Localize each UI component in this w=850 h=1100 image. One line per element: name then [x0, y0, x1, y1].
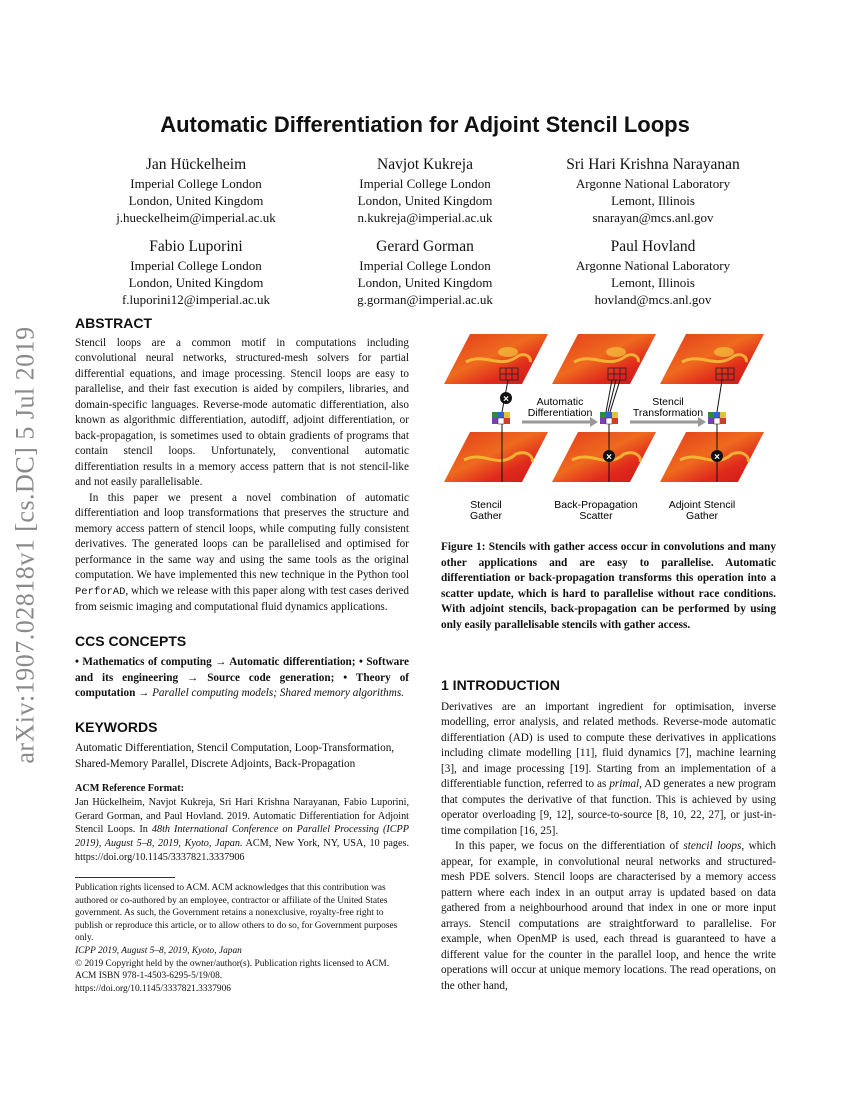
intro-stencil-loops: stencil loops [683, 840, 742, 852]
heatmap-top-2 [552, 334, 656, 384]
copyright-line: © 2019 Copyright held by the owner/author(s). Publication rights licensed to ACM. [75, 958, 390, 969]
author-location: London, United Kingdom [128, 275, 264, 290]
footnote-rule [75, 877, 175, 878]
author-location: Lemont, Illinois [611, 275, 695, 290]
author-affiliation: Imperial College London [130, 258, 262, 273]
reference-text: Jan Hückelheim, Navjot Kukreja, Sri Hari Krishna Narayanan, Fabio Luporini, Gerard Gorman, and Paul Hovland. 2019. Automatic Differentiation for Adjoint Stencil Loops. In [75, 796, 409, 836]
author-location: Lemont, Illinois [611, 193, 695, 208]
heatmap-top-1 [444, 334, 548, 384]
conf-text: ICPP 2019, August 5–8, 2019, Kyoto, Japan [75, 945, 242, 956]
ccs-term: ; • Theory of computation → [75, 671, 410, 699]
author-name: Sri Hari Krishna Narayanan [566, 156, 740, 173]
arxiv-stamp [6, 310, 46, 780]
author-location: London, United Kingdom [357, 275, 493, 290]
left-column [75, 316, 409, 865]
mid-grid-1 [492, 412, 510, 424]
author-block [76, 154, 316, 226]
reference-heading: ACM Reference Format: [75, 783, 184, 794]
figure-caption: Figure 1: Stencils with gather access occur in convolutions and many other applications and are easy to parallelise. Automatic differentiation or back-propagation transforms this operation into a scatter update, which is hard to parallelise without race conditions. With adjoint stencils, back-propagation can be performed by using only easily parallelisable stencils with gather access. [441, 541, 776, 631]
author-block [533, 236, 773, 308]
ccs-heading: CCS CONCEPTS [75, 632, 187, 649]
footnote [75, 882, 409, 995]
caption-adjoint-gather: Gather [685, 510, 719, 522]
author-location: London, United Kingdom [128, 193, 264, 208]
heatmap-top-3 [660, 334, 764, 384]
acm-reference [75, 782, 409, 865]
intro-primal: primal [609, 778, 640, 790]
author-name: Fabio Luporini [149, 238, 243, 255]
reference-venue: 48th International Conference on Parallel Processing (ICPP 2019), August 5–8, 2019, Kyoto, Japan. [75, 824, 410, 850]
caption-adjoint: Adjoint Stencil [668, 499, 736, 511]
caption-stencil: Stencil [470, 499, 502, 511]
heatmap-bottom-1 [444, 432, 548, 482]
author-affiliation: Imperial College London [130, 176, 262, 191]
intro-text: , which appear, for example, in convolutional neural networks and structured-mesh PDE solvers. Stencil loops are characterised by a memory access pattern where each index in an output array is updated based on data gathered from a neighbourhood around that index in one or more input arrays. Stencil computations are straightforward to parallelise. For example, when OpenMP is used, each thread is guaranteed to have a different value for the counter in the parallel loop, and hence the write operations will occur at unique memory locations. The read operations, on the other hand, [441, 840, 776, 992]
figure-1 [440, 322, 780, 532]
intro-paragraph [441, 839, 776, 994]
caption-gather: Gather [469, 510, 503, 522]
doi-line: https://doi.org/10.1145/3337821.3337906 [75, 983, 231, 994]
keywords-heading: KEYWORDS [75, 718, 158, 735]
abstract-heading: ABSTRACT [75, 315, 152, 331]
conf-line [75, 945, 409, 958]
intro-heading: 1 INTRODUCTION [441, 677, 560, 693]
author-block [305, 236, 545, 308]
author-name: Jan Hückelheim [145, 156, 247, 173]
isbn-line: ACM ISBN 978-1-4503-6295-5/19/08. [75, 971, 223, 982]
label-automatic: Automatic [536, 396, 584, 408]
paper-title: Automatic Differentiation for Adjoint Stencil Loops [160, 112, 690, 137]
author-name: Paul Hovland [610, 238, 696, 255]
intro-text: In this paper, we focus on the differentiation of [455, 840, 684, 852]
right-column [441, 678, 776, 994]
mid-grid-3 [708, 412, 726, 424]
author-affiliation: Imperial College London [359, 176, 491, 191]
author-email: snarayan@mcs.anl.gov [592, 210, 714, 225]
ccs-term: Parallel computing models; Shared memory algorithms. [152, 687, 404, 699]
author-affiliation: Argonne National Laboratory [575, 176, 731, 191]
tool-name: PerforAD [75, 585, 126, 598]
mid-grid-2 [600, 412, 618, 424]
svg-text:×: × [503, 394, 509, 405]
author-block [305, 154, 545, 226]
author-affiliation: Imperial College London [359, 258, 491, 273]
caption-backprop: Back-Propagation [554, 499, 638, 511]
svg-text:×: × [606, 452, 612, 463]
intro-text: Derivatives are an important ingredient for optimisation, inverse modelling, error analysis, and related methods. Reverse-mode automatic differentiation (AD) is used to compute these derivatives in applications including climate modelling [11], fluid dynamics [7], machine learning [3], and image processing [19]. Starting from an implementation of a differentiable function, referred to as [441, 700, 776, 790]
author-email: f.luporini12@imperial.ac.uk [121, 292, 271, 307]
author-block [533, 154, 773, 226]
rights-text: Publication rights licensed to ACM. ACM acknowledges that this contribution was authored or co-authored by an employee, contractor or affiliate of the United States government. As such, the Government retains a nonexclusive, royalty-free right to publish or reproduce this article, or to allow others to do so, for Government purposes only. [75, 883, 398, 944]
author-location: London, United Kingdom [357, 193, 493, 208]
author-email: hovland@mcs.anl.gov [594, 292, 712, 307]
label-stencil: Stencil [652, 396, 684, 408]
ccs-term: • Mathematics of computing → Automatic differentiation [75, 656, 352, 668]
caption-scatter: Scatter [579, 510, 613, 522]
abstract-text: In this paper we present a novel combination of automatic differentiation and loop transformations that preserves the structure and memory access pattern of stencil loops, while computing fully consistent derivatives. The generated loops can be parallelised and optimised for performance in the same way and using the same tools as the original computation. We have implemented this new technique in the Python tool [75, 491, 409, 581]
label-transformation: Transformation [632, 407, 704, 419]
author-name: Gerard Gorman [376, 238, 474, 255]
intro-paragraph [441, 700, 776, 840]
author-email: g.gorman@imperial.ac.uk [357, 292, 493, 307]
stencil-diagram [440, 322, 780, 532]
author-affiliation: Argonne National Laboratory [575, 258, 731, 273]
author-email: j.hueckelheim@imperial.ac.uk [116, 210, 276, 225]
label-differentiation: Differentiation [527, 407, 593, 419]
author-block [76, 236, 316, 308]
reference-text: ACM, New York, NY, USA, 10 pages. https://doi.org/10.1145/3337821.3337906 [75, 838, 409, 863]
x-marker [500, 392, 512, 405]
svg-text:×: × [714, 452, 720, 463]
abstract-text: , which we release with this paper along with test cases derived from seismic imaging and computational fluid dynamics applications. [75, 584, 409, 613]
keywords-text: Automatic Differentiation, Stencil Computation, Loop-Transformation, Shared-Memory Parallel, Discrete Adjoints, Back-Propagation [75, 742, 395, 770]
arxiv-id: arXiv:1907.02818v1 [cs.DC] 5 Jul 2019 [11, 326, 41, 764]
intro-text: , AD generates a new program that computes the derivative of that function. This is achieved by using operator overloading [9, 12], source-to-source [8, 10, 22, 27], or just-in-time compilation [16, 25]. [441, 778, 776, 837]
ccs-concepts [75, 655, 409, 702]
author-email: n.kukreja@imperial.ac.uk [357, 210, 493, 225]
abstract-paragraph [75, 491, 409, 616]
abstract-paragraph: Stencil loops are a common motif in computations including convolutional neural networks, structured-mesh solvers for partial differential equations, and image processing. Stencil loops are easy to parallelise, and their fast execution is aided by compilers, libraries, and domain-specific languages. Reverse-mode automatic differentiation, also known as algorithmic differentiation, autodiff, adjoint differentiation, or back-propagation, is sometimes used to obtain gradients of programs that contain stencil loops. Unfortunately, conventional automatic differentiation results in a memory access pattern that is not stencil-like and not easily parallelisable. [75, 336, 409, 488]
author-name: Navjot Kukreja [377, 156, 473, 173]
ccs-term: ; • Software and its engineering → Source code generation [75, 656, 409, 684]
